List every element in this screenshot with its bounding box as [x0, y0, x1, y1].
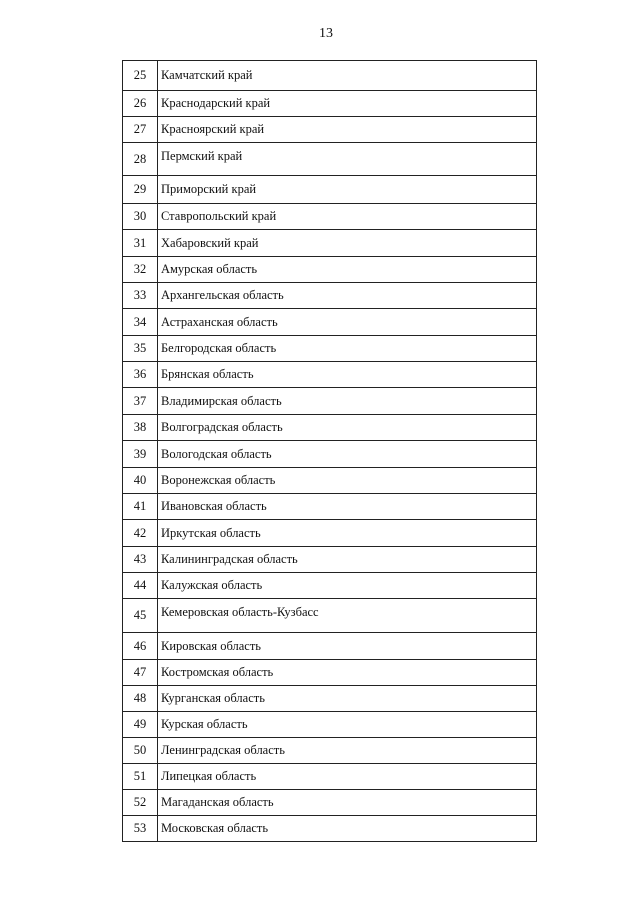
- region-name: Калининградская область: [158, 547, 537, 573]
- row-number: 32: [123, 257, 158, 283]
- table-row: [123, 441, 537, 468]
- row-number: 51: [123, 764, 158, 790]
- table-row: [123, 633, 537, 660]
- table-row: [123, 790, 537, 816]
- table-row: [123, 176, 537, 204]
- table-row: [123, 599, 537, 633]
- row-number: 29: [123, 176, 158, 204]
- row-number: 31: [123, 230, 158, 257]
- row-number: 35: [123, 336, 158, 362]
- region-name: Ставропольский край: [158, 204, 537, 230]
- row-number: 43: [123, 547, 158, 573]
- row-number: 48: [123, 686, 158, 712]
- row-number: 26: [123, 91, 158, 117]
- region-name: Магаданская область: [158, 790, 537, 816]
- table-row: [123, 415, 537, 441]
- region-name: Ивановская область: [158, 494, 537, 520]
- table-row: [123, 494, 537, 520]
- row-number: 28: [123, 143, 158, 176]
- table-row: [123, 547, 537, 573]
- row-number: 47: [123, 660, 158, 686]
- row-number: 50: [123, 738, 158, 764]
- table-row: [123, 230, 537, 257]
- row-number: 33: [123, 283, 158, 309]
- region-name: Владимирская область: [158, 388, 537, 415]
- regions-table: [122, 60, 537, 842]
- row-number: 49: [123, 712, 158, 738]
- region-name: Волгоградская область: [158, 415, 537, 441]
- region-name: Хабаровский край: [158, 230, 537, 257]
- row-number: 42: [123, 520, 158, 547]
- row-number: 44: [123, 573, 158, 599]
- row-number: 30: [123, 204, 158, 230]
- row-number: 34: [123, 309, 158, 336]
- table-row: [123, 91, 537, 117]
- region-name: Липецкая область: [158, 764, 537, 790]
- region-name: Воронежская область: [158, 468, 537, 494]
- row-number: 25: [123, 61, 158, 91]
- region-name: Пермский край: [158, 143, 537, 176]
- row-number: 27: [123, 117, 158, 143]
- table-row: [123, 738, 537, 764]
- region-name: Костромская область: [158, 660, 537, 686]
- row-number: 46: [123, 633, 158, 660]
- region-name: Камчатский край: [158, 61, 537, 91]
- row-number: 52: [123, 790, 158, 816]
- region-name: Московская область: [158, 816, 537, 842]
- row-number: 38: [123, 415, 158, 441]
- row-number: 53: [123, 816, 158, 842]
- table-row: [123, 117, 537, 143]
- table-row: [123, 309, 537, 336]
- row-number: 41: [123, 494, 158, 520]
- region-name: Кемеровская область-Кузбасс: [158, 599, 537, 633]
- table-row: [123, 686, 537, 712]
- region-name: Красноярский край: [158, 117, 537, 143]
- region-name: Иркутская область: [158, 520, 537, 547]
- table-row: [123, 468, 537, 494]
- table-row: [123, 573, 537, 599]
- region-name: Вологодская область: [158, 441, 537, 468]
- region-name: Архангельская область: [158, 283, 537, 309]
- region-name: Амурская область: [158, 257, 537, 283]
- region-name: Белгородская область: [158, 336, 537, 362]
- table-row: [123, 520, 537, 547]
- region-name: Ленинградская область: [158, 738, 537, 764]
- table-row: [123, 388, 537, 415]
- row-number: 39: [123, 441, 158, 468]
- table-row: [123, 257, 537, 283]
- table-row: [123, 143, 537, 176]
- region-name: Астраханская область: [158, 309, 537, 336]
- region-name: Калужская область: [158, 573, 537, 599]
- row-number: 36: [123, 362, 158, 388]
- table-row: [123, 336, 537, 362]
- row-number: 45: [123, 599, 158, 633]
- table-row: [123, 816, 537, 842]
- region-name: Курская область: [158, 712, 537, 738]
- region-name: Курганская область: [158, 686, 537, 712]
- row-number: 40: [123, 468, 158, 494]
- page-number: 13: [319, 26, 333, 41]
- table-row: [123, 283, 537, 309]
- table-row: [123, 660, 537, 686]
- row-number: 37: [123, 388, 158, 415]
- table-row: [123, 61, 537, 91]
- region-name: Кировская область: [158, 633, 537, 660]
- table-row: [123, 362, 537, 388]
- table-row: [123, 712, 537, 738]
- table-row: [123, 764, 537, 790]
- table-row: [123, 204, 537, 230]
- region-name: Брянская область: [158, 362, 537, 388]
- region-name: Приморский край: [158, 176, 537, 204]
- region-name: Краснодарский край: [158, 91, 537, 117]
